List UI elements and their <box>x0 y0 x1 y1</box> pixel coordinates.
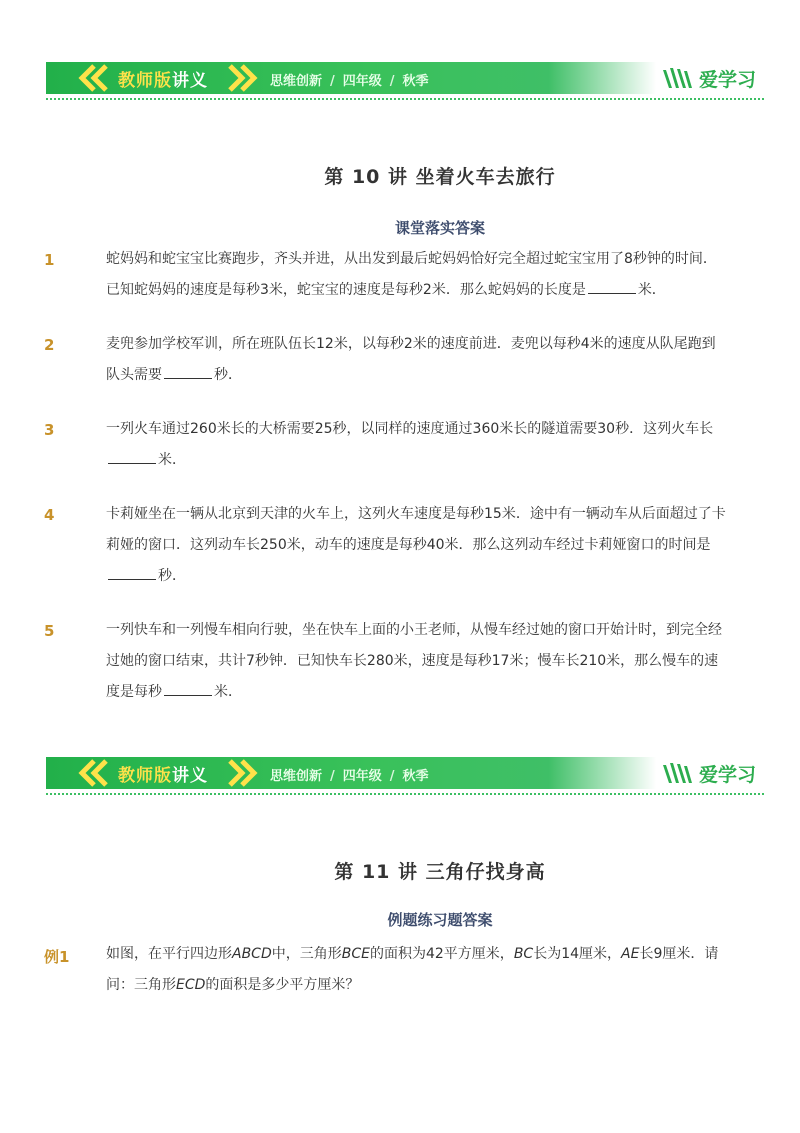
question-number: 3 <box>44 421 55 439</box>
lecture-title: 第 11 讲 三角仔找身高 <box>334 861 546 883</box>
answer-blank <box>164 681 212 696</box>
header-banner <box>46 62 764 94</box>
question-text: 蛇妈妈和蛇宝宝比赛跑步，齐头并进，从出发到最后蛇妈妈恰好完全超过蛇宝宝用了8秒钟的时间．已知蛇妈妈的速度是每秒3米，蛇宝宝的速度是每秒2米．那么蛇妈妈的长度是 米． <box>106 251 717 298</box>
book-stripes-icon <box>661 66 695 90</box>
answer-blank <box>164 364 212 379</box>
answer-blank <box>108 449 156 464</box>
dotted-divider <box>46 793 764 795</box>
example-number: 例1 <box>44 948 70 966</box>
brand-logo: 爱学习 <box>661 64 756 92</box>
double-chevron-left-icon <box>74 757 114 789</box>
question-number: 5 <box>44 622 55 640</box>
question-number: 1 <box>44 251 55 269</box>
book-stripes-icon <box>661 761 695 785</box>
header-banner <box>46 757 764 789</box>
section-title: 课堂落实答案 <box>394 219 485 237</box>
question-number: 2 <box>44 336 55 354</box>
question-text: 卡莉娅坐在一辆从北京到天津的火车上，这列火车速度是每秒15米．途中有一辆动车从后面超过了卡莉娅的窗口．这列动车长250米，动车的速度是每秒40米．那么这列动车经过卡莉娅窗口的时间是秒． <box>106 506 726 584</box>
answer-blank <box>108 565 156 580</box>
section-title: 例题练习题答案 <box>387 911 493 929</box>
double-chevron-right-icon <box>222 757 262 789</box>
dotted-divider <box>46 98 764 100</box>
question-number: 4 <box>44 506 55 524</box>
lecture-title: 第 10 讲 坐着火车去旅行 <box>324 166 556 188</box>
brand-logo: 爱学习 <box>661 759 756 787</box>
example-text: 如图，在平行四边形ABCD中，三角形BCE的面积为42平方厘米，BC长为14厘米，AE长9厘米．请问：三角形ECD的面积是多少平方厘米？ <box>106 946 719 993</box>
banner-title: 教师版讲义 <box>118 71 208 91</box>
breadcrumb: 思维创新 / 四年级 / 秋季 <box>270 769 429 784</box>
question-text: 麦兜参加学校军训，所在班队伍长12米，以每秒2米的速度前进．麦兜以每秒4米的速度从队尾跑到队头需要 秒． <box>106 336 716 383</box>
question-text: 一列火车通过260米长的大桥需要25秒，以同样的速度通过360米长的隧道需要30秒．这列火车长米． <box>106 421 714 468</box>
banner-title: 教师版讲义 <box>118 766 208 786</box>
breadcrumb: 思维创新 / 四年级 / 秋季 <box>270 74 429 89</box>
question-text: 一列快车和一列慢车相向行驶，坐在快车上面的小王老师，从慢车经过她的窗口开始计时，到完全经过她的窗口结束，共计7秒钟．已知快车长280米，速度是每秒17米；慢车长210米，那么慢车的速度是每秒 米． <box>106 622 722 700</box>
double-chevron-left-icon <box>74 62 114 94</box>
answer-blank <box>588 279 636 294</box>
double-chevron-right-icon <box>222 62 262 94</box>
